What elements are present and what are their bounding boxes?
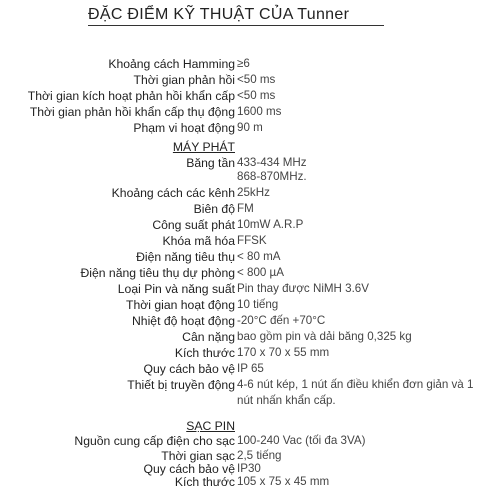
spec-label: Phạm vi hoạt động — [133, 121, 235, 135]
spec-value: < 800 µA — [237, 266, 284, 279]
spec-label: Biên độ — [193, 202, 235, 216]
spec-label: Nhiệt độ hoạt động — [132, 314, 235, 328]
spec-row — [0, 88, 495, 104]
spec-value: IP 65 — [237, 362, 264, 375]
spec-label: Thời gian sạc — [161, 449, 235, 463]
spec-value: 10 tiếng — [237, 298, 279, 311]
spec-value: 90 m — [237, 121, 263, 134]
spec-value: -20°C đến +70°C — [237, 314, 326, 327]
spec-label: Thiết bị truyền động — [127, 378, 235, 392]
spec-label: Cân nặng — [182, 330, 235, 344]
section-heading-charger: SẠC PIN — [186, 419, 235, 433]
spec-label: Thời gian phản hồi — [133, 73, 235, 87]
spec-row-continued — [0, 169, 495, 185]
spec-row — [0, 361, 495, 377]
spec-row — [0, 104, 495, 120]
spec-label: Khóa mã hóa — [162, 234, 235, 248]
spec-row — [0, 249, 495, 265]
spec-value: 105 x 75 x 45 mm — [237, 475, 330, 488]
spec-row — [0, 217, 495, 233]
spec-value: bao gồm pin và dải băng 0,325 kg — [237, 330, 412, 343]
spec-value: <50 ms — [237, 73, 276, 86]
spec-value: 100-240 Vac (tối đa 3VA) — [237, 434, 366, 447]
spec-label: Khoảng cách Hamming — [108, 57, 235, 71]
spec-row — [0, 185, 495, 201]
spec-label: Quy cách bảo vệ — [143, 462, 235, 476]
spec-label: Thời gian phản hồi khẩn cấp thụ động — [29, 105, 235, 119]
spec-row — [0, 233, 495, 249]
spec-label: Kích thước — [174, 346, 235, 360]
spec-value: IP30 — [237, 462, 261, 475]
spec-value: FFSK — [237, 234, 267, 247]
spec-row — [0, 474, 495, 490]
spec-row — [0, 313, 495, 329]
spec-value: 1600 ms — [237, 105, 282, 118]
spec-value: 868-870MHz. — [237, 170, 307, 183]
spec-row — [0, 433, 495, 449]
spec-label: Băng tần — [186, 156, 235, 170]
spec-label: Công suất phát — [152, 218, 235, 232]
spec-label: Thời gian hoạt động — [126, 298, 235, 312]
spec-row — [0, 120, 495, 136]
spec-row — [0, 56, 495, 72]
spec-row — [0, 265, 495, 281]
page-title: ĐẶC ĐIỂM KỸ THUẬT CỦA Tunner — [88, 6, 384, 26]
spec-label: Nguồn cung cấp điện cho sạc — [74, 434, 235, 448]
spec-label: Loại Pin và năng suất — [117, 282, 235, 296]
spec-value: Pin thay được NiMH 3.6V — [237, 282, 369, 295]
spec-label: Điện năng tiêu thụ — [136, 250, 235, 264]
spec-value: 25kHz — [237, 186, 270, 199]
spec-value: 4-6 nút kép, 1 nút ấn điều khiển đơn giản và 1 nút nhấn khẩn cấp. — [237, 378, 474, 407]
spec-row — [0, 201, 495, 217]
spec-value: 10mW A.R.P — [237, 218, 304, 231]
spec-value: 170 x 70 x 55 mm — [237, 346, 330, 359]
section-heading-transmitter: MÁY PHÁT — [172, 140, 235, 154]
spec-value: < 80 mA — [237, 250, 281, 263]
spec-label: Điện năng tiêu thụ dự phòng — [80, 266, 235, 280]
spec-label: Khoảng cách các kênh — [111, 186, 235, 200]
spec-value: 2,5 tiếng — [237, 449, 282, 462]
spec-value: <50 ms — [237, 89, 276, 102]
spec-row — [0, 377, 495, 409]
spec-label: Quy cách bảo vệ — [143, 362, 235, 376]
spec-row — [0, 345, 495, 361]
spec-row — [0, 297, 495, 313]
spec-value: 433-434 MHz — [237, 156, 307, 169]
spec-row — [0, 329, 495, 345]
spec-value: FM — [237, 202, 254, 215]
spec-label: Thời gian kích hoạt phản hồi khẩn cấp — [27, 89, 235, 103]
spec-row — [0, 281, 495, 297]
spec-row — [0, 72, 495, 88]
spec-value: ≥6 — [237, 57, 250, 70]
spec-label: Kích thước — [174, 475, 235, 489]
